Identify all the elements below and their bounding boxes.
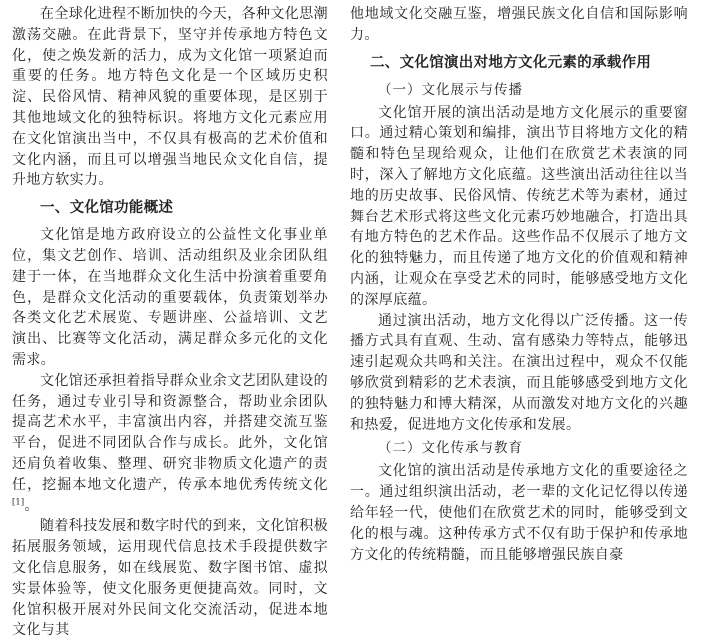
- body-paragraph: 文化馆开展的演出活动是地方文化展示的重要窗口。通过精心策划和编排，演出节目将地方文化的精髓和特色呈现给观众，让他们在欣赏艺术表演的同时，深入了解地方文化底蕴。这些演出活动往往以当地的历史故事、民俗风情、传统艺术等为素材，通过舞台艺术形式将这些文化元素巧妙地融合，打造出具有地方特色的艺术作品。这些作品不仅展示了地方文化的独特魅力，而且传递了地方文化的价值观和精神内涵，让观众在享受艺术的同时，能够感受地方文化的深厚底蕴。: [350, 104, 688, 308]
- left-column: [12, 4, 328, 641]
- continued-paragraph: 他地域文化交融互鉴，增强民族文化自信和国际影响力。: [350, 6, 688, 43]
- body-paragraph: 通过演出活动，地方文化得以广泛传播。这一传播方式具有直观、生动、富有感染力等特点，能够迅速引起观众共鸣和关注。在演出过程中，观众不仅能够欣赏到精彩的艺术表演，而且能够感受到地方文化的独特魅力和博大精深，从而激发对地方文化的兴趣和热爱，促进地方文化传承和发展。: [350, 312, 688, 433]
- body-paragraph: 文化馆的演出活动是传承地方文化的重要途径之一。通过组织演出活动，老一辈的文化记忆得以传递给年轻一代，使他们在欣赏艺术的同时，能够受到文化的根与魂。这种传承方式不仅有助于保护和传承地方文化的传统精髓，而且能够增强民族自豪: [350, 463, 688, 563]
- section-heading-1: 一、文化馆功能概述: [40, 200, 174, 217]
- intro-paragraph: 在全球化进程不断加快的今天，各种文化思潮激荡交融。在此背景下，坚守并传承地方特色文化，使之焕发新的活力，成为文化馆一项紧迫而重要的任务。地方特色文化是一个区域历史积淀、民俗风情、精神风貌的重要体现，是区别于其他地域文化的独特标识。将地方文化元素应用在文化馆演出当中，不仅具有极高的艺术价值和文化内涵，而且可以增强当地民众文化自信，提升地方软实力。: [12, 6, 328, 189]
- section-heading-2: 二、文化馆演出对地方文化元素的承载作用: [370, 54, 652, 71]
- subsection-heading-2: （二）文化传承与教育: [378, 440, 523, 457]
- body-paragraph: [12, 371, 328, 517]
- body-paragraph: 文化馆是地方政府设立的公益性文化事业单位，集文艺创作、培训、活动组织及业余团队组建于一体，在当地群众文化生活中扮演着重要角色，是群众文化活动的重要载体，负责策划举办各类文化艺术展览、专题讲座、公益培训、文艺演出、比赛等文化活动，满足群众多元化的文化需求。: [12, 227, 328, 368]
- right-column: [350, 4, 688, 565]
- paragraph-end: 。: [24, 497, 39, 514]
- subsection-heading-1: （一）文化展示与传播: [378, 81, 523, 98]
- body-paragraph: 随着科技发展和数字时代的到来，文化馆积极拓展服务领域，运用现代信息技术手段提供数字文化信息服务，如在线展览、数字图书馆、虚拟实景体验等，使文化服务更便捷高效。同时，文化馆积极开展对外民间文化交流活动，促进本地文化与其: [12, 518, 328, 639]
- citation-reference: [1]: [12, 496, 25, 506]
- paragraph-text: 文化馆还承担着指导群众业余文艺团队建设的任务，通过专业引导和资源整合，帮助业余团队提高艺术水平，丰富演出内容，并搭建交流互鉴平台，促进不同团队合作与成长。此外，文化馆还肩负着收集、整理、研究非物质文化遗产的责任，挖掘本地文化遗产，传承本地优秀传统文化: [12, 372, 328, 493]
